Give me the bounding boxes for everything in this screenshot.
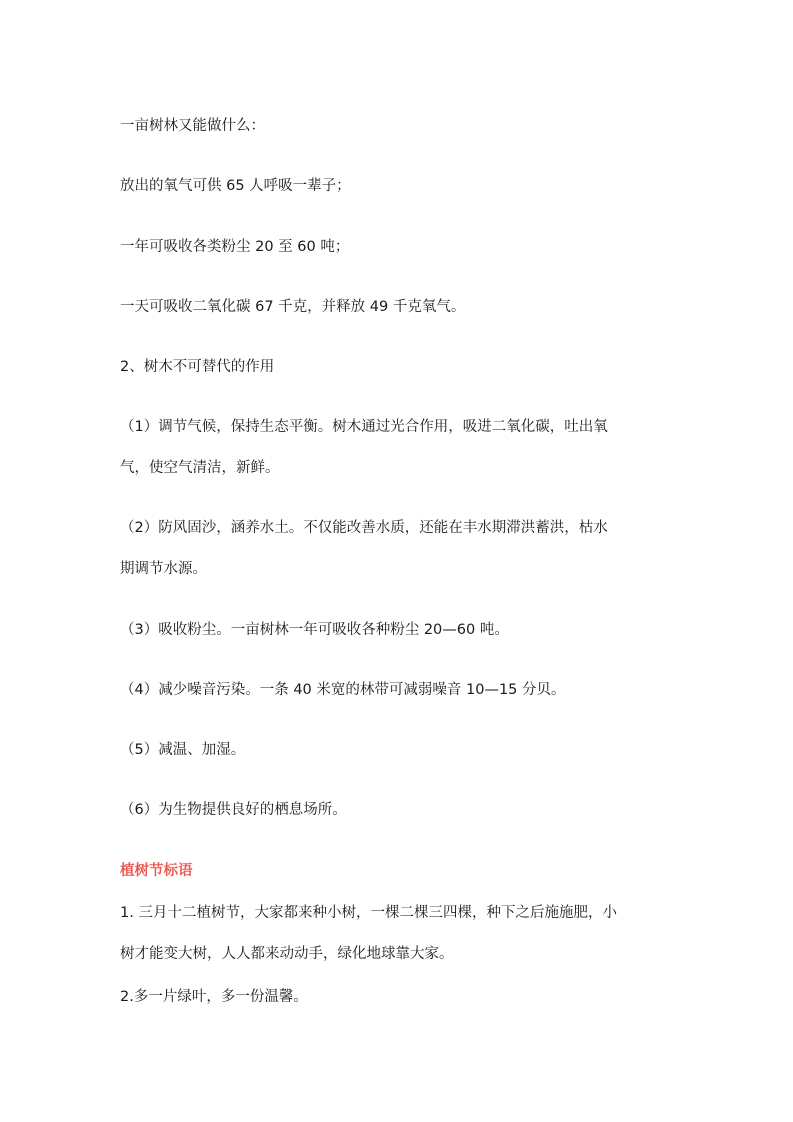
slogan-2: 2.多一片绿叶，多一份温馨。 [120, 989, 308, 1005]
co2-fact: 一天可吸收二氧化碳 67 千克，并释放 49 千克氧气。 [120, 299, 466, 315]
slogan-1-line-2: 树才能变大树，人人都来动动手，绿化地球靠大家。 [120, 946, 454, 962]
item-6: （6）为生物提供良好的栖息场所。 [120, 802, 347, 818]
slogan-section-heading: 植树节标语 [120, 863, 193, 879]
item-3: （3）吸收粉尘。一亩树林一年可吸收各种粉尘 20—60 吨。 [120, 622, 509, 638]
section-2-title: 2、树木不可替代的作用 [120, 359, 275, 375]
dust-fact: 一年可吸收各类粉尘 20 至 60 吨； [120, 239, 350, 255]
item-2-line-1: （2）防风固沙，涵养水土。不仅能改善水质，还能在丰水期滞洪蓄洪，枯水 [120, 520, 608, 536]
item-4: （4）减少噪音污染。一条 40 米宽的林带可减弱噪音 10—15 分贝。 [120, 682, 566, 698]
item-1-line-1: （1）调节气候，保持生态平衡。树木通过光合作用，吸进二氧化碳，吐出氧 [120, 419, 608, 435]
slogan-1-line-1: 1. 三月十二植树节，大家都来种小树，一棵二棵三四棵，种下之后施施肥，小 [120, 905, 617, 921]
item-1-line-2: 气，使空气清洁，新鲜。 [120, 460, 280, 476]
item-2-line-2: 期调节水源。 [120, 561, 207, 577]
item-5: （5）减温、加湿。 [120, 742, 246, 758]
oxygen-fact: 放出的氧气可供 65 人呼吸一辈子； [120, 178, 351, 194]
intro-question: 一亩树林又能做什么： [120, 118, 265, 134]
